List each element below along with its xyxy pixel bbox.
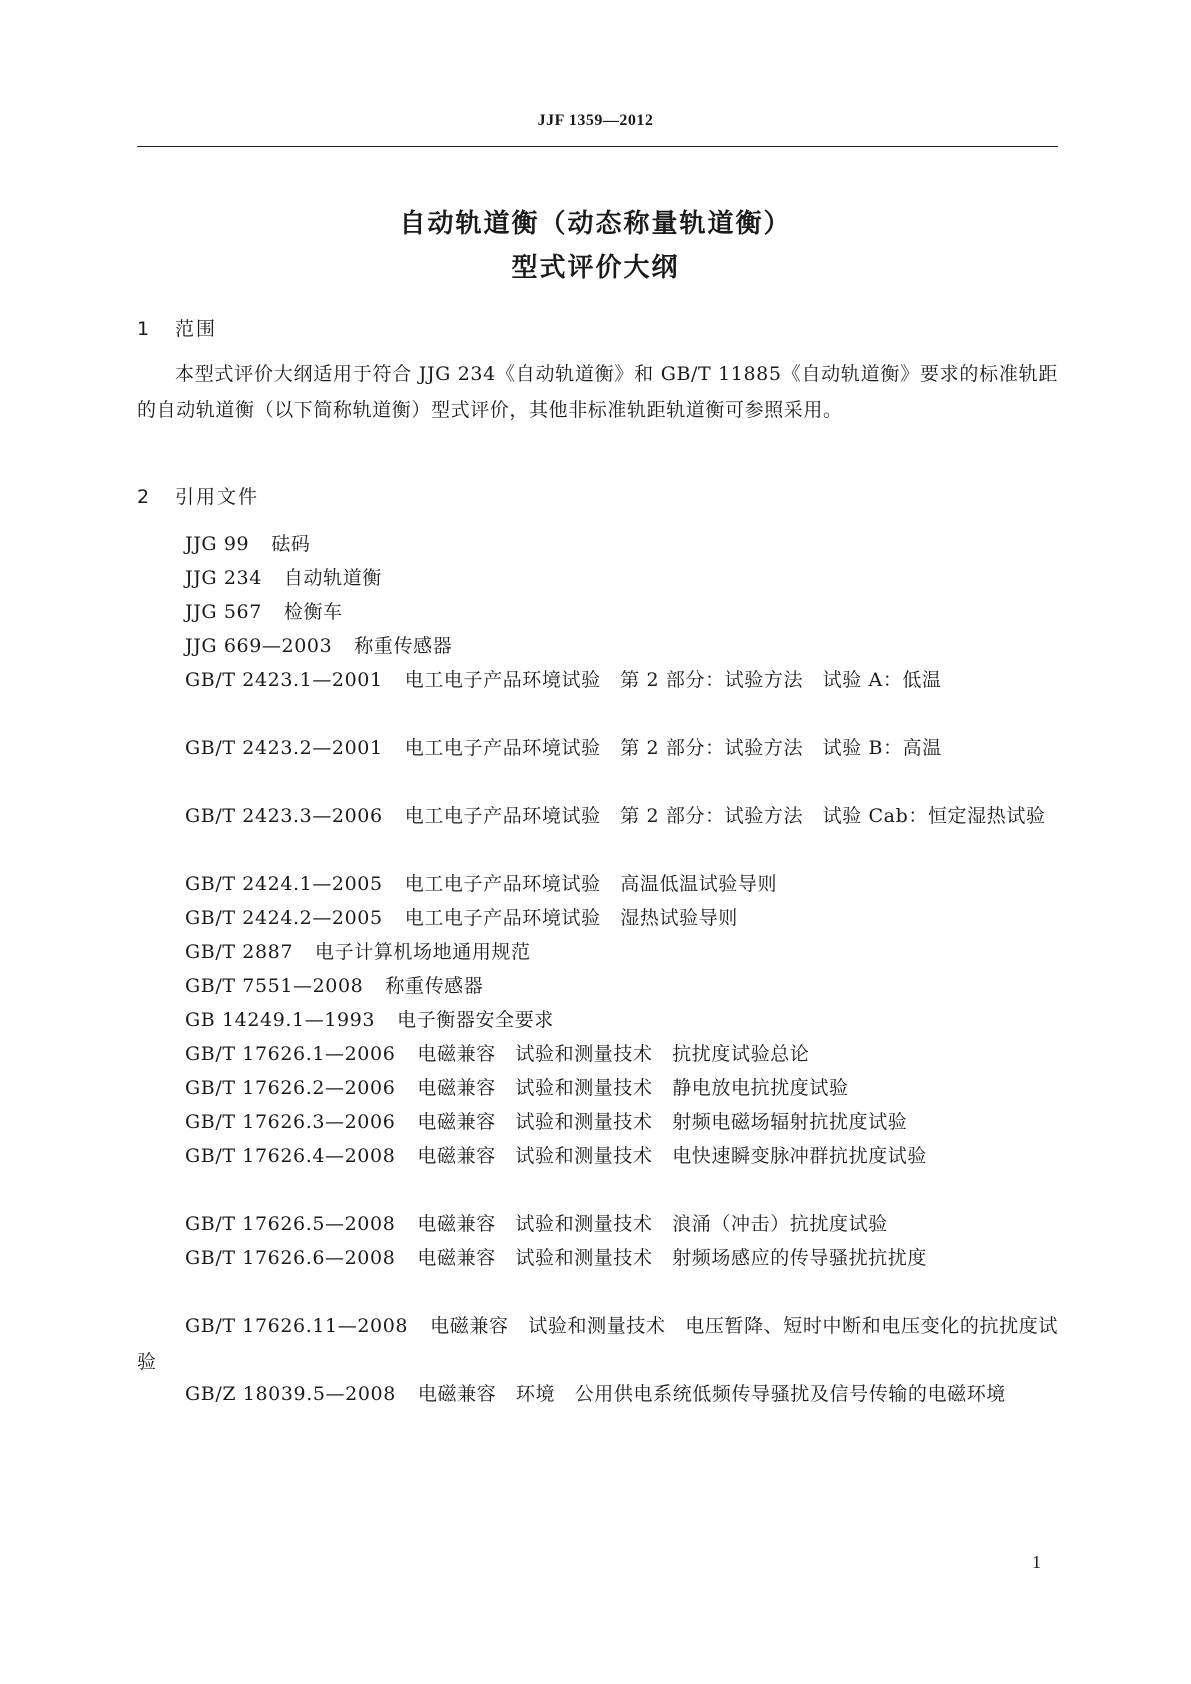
- reference-item: [137, 1036, 1058, 1072]
- reference-code: JJG 99: [185, 533, 250, 555]
- reference-title: 电磁兼容 试验和测量技术 电压暂降、短时中断和电压变化的抗扰度试验: [137, 1315, 1058, 1373]
- reference-item: [137, 1240, 1058, 1276]
- page-number: 1: [1032, 1552, 1041, 1572]
- reference-code: GB/T 17626.2—2006: [185, 1077, 396, 1099]
- reference-item: [137, 798, 1058, 834]
- reference-title: 电磁兼容 试验和测量技术 抗扰度试验总论: [417, 1043, 810, 1065]
- reference-item: [137, 866, 1058, 902]
- reference-item: [137, 730, 1058, 766]
- reference-item: [137, 1308, 1058, 1380]
- reference-item: [137, 900, 1058, 936]
- reference-item: [137, 662, 1058, 698]
- header-divider: [137, 146, 1058, 147]
- reference-title: 电磁兼容 试验和测量技术 浪涌（冲击）抗扰度试验: [417, 1213, 888, 1235]
- reference-title: 电磁兼容 试验和测量技术 电快速瞬变脉冲群抗扰度试验: [417, 1145, 927, 1167]
- section-title: 引用文件: [175, 486, 260, 508]
- reference-item: [137, 934, 1058, 970]
- reference-title: 检衡车: [283, 601, 343, 623]
- reference-code: GB/T 2423.3—2006: [185, 805, 383, 827]
- reference-item: [137, 1070, 1058, 1106]
- reference-item: [137, 628, 1058, 664]
- document-title: 自动轨道衡（动态称量轨道衡）: [399, 209, 792, 239]
- reference-code: GB/T 7551—2008: [185, 975, 364, 997]
- reference-code: GB/T 2424.1—2005: [185, 873, 383, 895]
- reference-item: [137, 526, 1058, 562]
- reference-item: [137, 1002, 1058, 1038]
- reference-item: [137, 594, 1058, 630]
- section-title: 范围: [175, 318, 218, 340]
- reference-title: 电磁兼容 试验和测量技术 射频场感应的传导骚扰抗扰度: [417, 1247, 927, 1269]
- reference-title: 电磁兼容 试验和测量技术 静电放电抗扰度试验: [417, 1077, 849, 1099]
- section-number: 2: [137, 486, 150, 508]
- reference-title: 称重传感器: [385, 975, 484, 997]
- reference-item: [137, 560, 1058, 596]
- reference-title: 电子计算机场地通用规范: [315, 941, 531, 963]
- reference-code: GB/T 2423.1—2001: [185, 669, 383, 691]
- section-heading-references: [137, 482, 259, 509]
- reference-title: 自动轨道衡: [283, 567, 382, 589]
- section-number: 1: [137, 318, 150, 340]
- reference-code: GB/T 17626.11—2008: [185, 1315, 409, 1337]
- reference-item: [137, 1376, 1058, 1412]
- reference-code: GB/T 2887: [185, 941, 294, 963]
- reference-code: JJG 567: [185, 601, 262, 623]
- reference-code: GB 14249.1—1993: [185, 1009, 376, 1031]
- reference-code: GB/T 2424.2—2005: [185, 907, 383, 929]
- reference-code: GB/T 17626.3—2006: [185, 1111, 396, 1133]
- reference-title: 砝码: [271, 533, 311, 555]
- reference-title: 电磁兼容 试验和测量技术 射频电磁场辐射抗扰度试验: [417, 1111, 908, 1133]
- reference-code: GB/Z 18039.5—2008: [185, 1383, 396, 1405]
- reference-item: [137, 1138, 1058, 1174]
- reference-code: GB/T 2423.2—2001: [185, 737, 383, 759]
- reference-title: 电工电子产品环境试验 湿热试验导则: [404, 907, 738, 929]
- reference-code: GB/T 17626.4—2008: [185, 1145, 396, 1167]
- reference-code: JJG 669—2003: [185, 635, 333, 657]
- reference-code: GB/T 17626.1—2006: [185, 1043, 396, 1065]
- reference-title: 电子衡器安全要求: [397, 1009, 554, 1031]
- reference-item: [137, 968, 1058, 1004]
- reference-item: [137, 1206, 1058, 1242]
- reference-code: JJG 234: [185, 567, 262, 589]
- reference-code: GB/T 17626.6—2008: [185, 1247, 396, 1269]
- reference-title: 电工电子产品环境试验 第 2 部分：试验方法 试验 B：高温: [404, 737, 942, 759]
- reference-code: GB/T 17626.5—2008: [185, 1213, 396, 1235]
- reference-title: 电工电子产品环境试验 高温低温试验导则: [404, 873, 778, 895]
- reference-title: 电工电子产品环境试验 第 2 部分：试验方法 试验 A：低温: [404, 669, 942, 691]
- reference-title: 电工电子产品环境试验 第 2 部分：试验方法 试验 Cab：恒定湿热试验: [404, 805, 1046, 827]
- reference-title: 电磁兼容 环境 公用供电系统低频传导骚扰及信号传输的电磁环境: [417, 1383, 1006, 1405]
- section-heading-scope: [137, 314, 217, 341]
- standard-code-header: JJF 1359—2012: [537, 112, 654, 129]
- reference-title: 称重传感器: [354, 635, 453, 657]
- document-subtitle: 型式评价大纲: [511, 253, 680, 283]
- reference-item: [137, 1104, 1058, 1140]
- scope-paragraph: 本型式评价大纲适用于符合 JJG 234《自动轨道衡》和 GB/T 11885《自动轨道衡》要求的标准轨距的自动轨道衡（以下简称轨道衡）型式评价，其他非标准轨距轨道衡可参照采用。: [137, 363, 1058, 421]
